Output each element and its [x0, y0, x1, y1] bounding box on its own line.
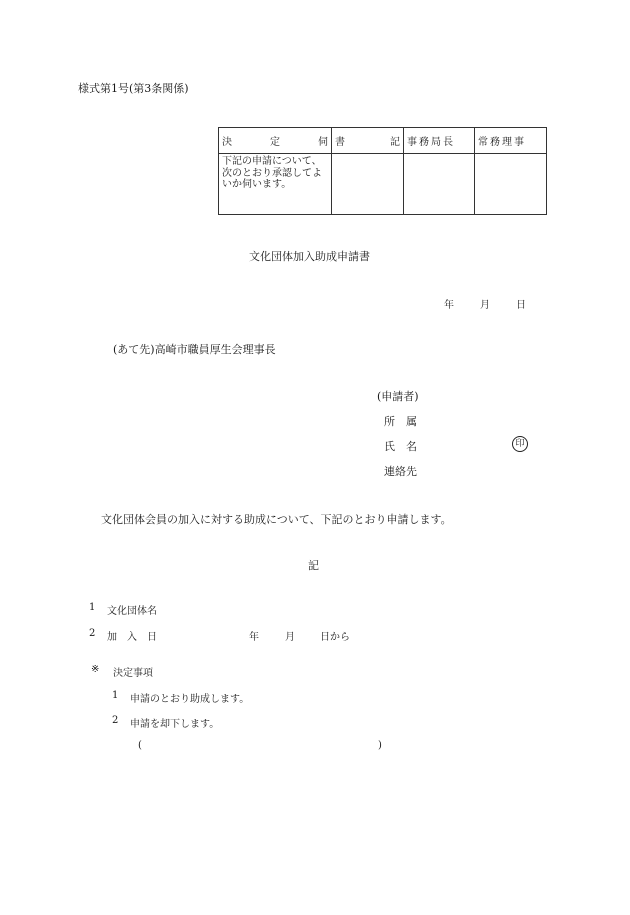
form-number: 様式第1号(第3条関係)	[78, 82, 189, 95]
approval-secretariat-stamp-cell	[404, 154, 475, 215]
approval-decision-cell	[219, 154, 332, 215]
approval-header-label: 常務理事	[478, 137, 526, 148]
item-1-label: 文化団体名	[107, 606, 157, 617]
name-label: 氏 名	[384, 440, 417, 453]
ki-heading: 記	[308, 559, 319, 572]
decision-option-2-number: 2	[112, 715, 119, 726]
applicant-section-label: (申請者)	[377, 390, 419, 403]
approval-header-char: 定	[270, 137, 280, 148]
approval-header-director	[475, 128, 547, 154]
approval-header-label: 事務局長	[407, 137, 455, 148]
join-date-month: 月	[285, 632, 295, 643]
document-title: 文化団体加入助成申請書	[249, 250, 370, 263]
join-date-year: 年	[249, 632, 259, 643]
reason-paren-close: )	[378, 740, 382, 751]
decision-option-1-text: 申請のとおり助成します。	[130, 694, 250, 705]
item-2-label: 加 入 日	[107, 632, 157, 643]
approval-clerk-stamp-cell	[332, 154, 404, 215]
date-year: 年	[444, 300, 454, 311]
join-date-suffix: 日から	[320, 632, 350, 643]
decision-mark: ※	[91, 664, 100, 675]
contact-label: 連絡先	[384, 465, 417, 478]
approval-header-char: 記	[390, 137, 400, 148]
body-text: 文化団体会員の加入に対する助成について、下記のとおり申請します。	[101, 513, 452, 526]
item-2-number: 2	[89, 628, 96, 639]
approval-header-char: 決	[222, 137, 232, 148]
approval-header-char: 伺	[318, 137, 328, 148]
date-month: 月	[480, 300, 490, 311]
approval-header-char: 書	[335, 137, 345, 148]
decision-label: 決定事項	[113, 668, 153, 679]
approval-header-clerk	[332, 128, 404, 154]
item-1-number: 1	[89, 602, 96, 613]
approval-table	[218, 127, 547, 215]
reason-paren-open: (	[138, 740, 142, 751]
seal-mark: 印	[512, 436, 528, 452]
decision-option-2-text: 申請を却下します。	[130, 719, 220, 730]
approval-director-stamp-cell	[475, 154, 547, 215]
decision-option-1-number: 1	[112, 690, 119, 701]
affiliation-label: 所 属	[384, 415, 417, 428]
approval-decision-note: 下記の申請について、次のとおり承認してよいか伺います。	[222, 156, 322, 190]
date-day: 日	[516, 300, 526, 311]
approval-header-secretariat	[404, 128, 475, 154]
approval-header-decision	[219, 128, 332, 154]
addressee: (あて先)高崎市職員厚生会理事長	[113, 343, 276, 356]
